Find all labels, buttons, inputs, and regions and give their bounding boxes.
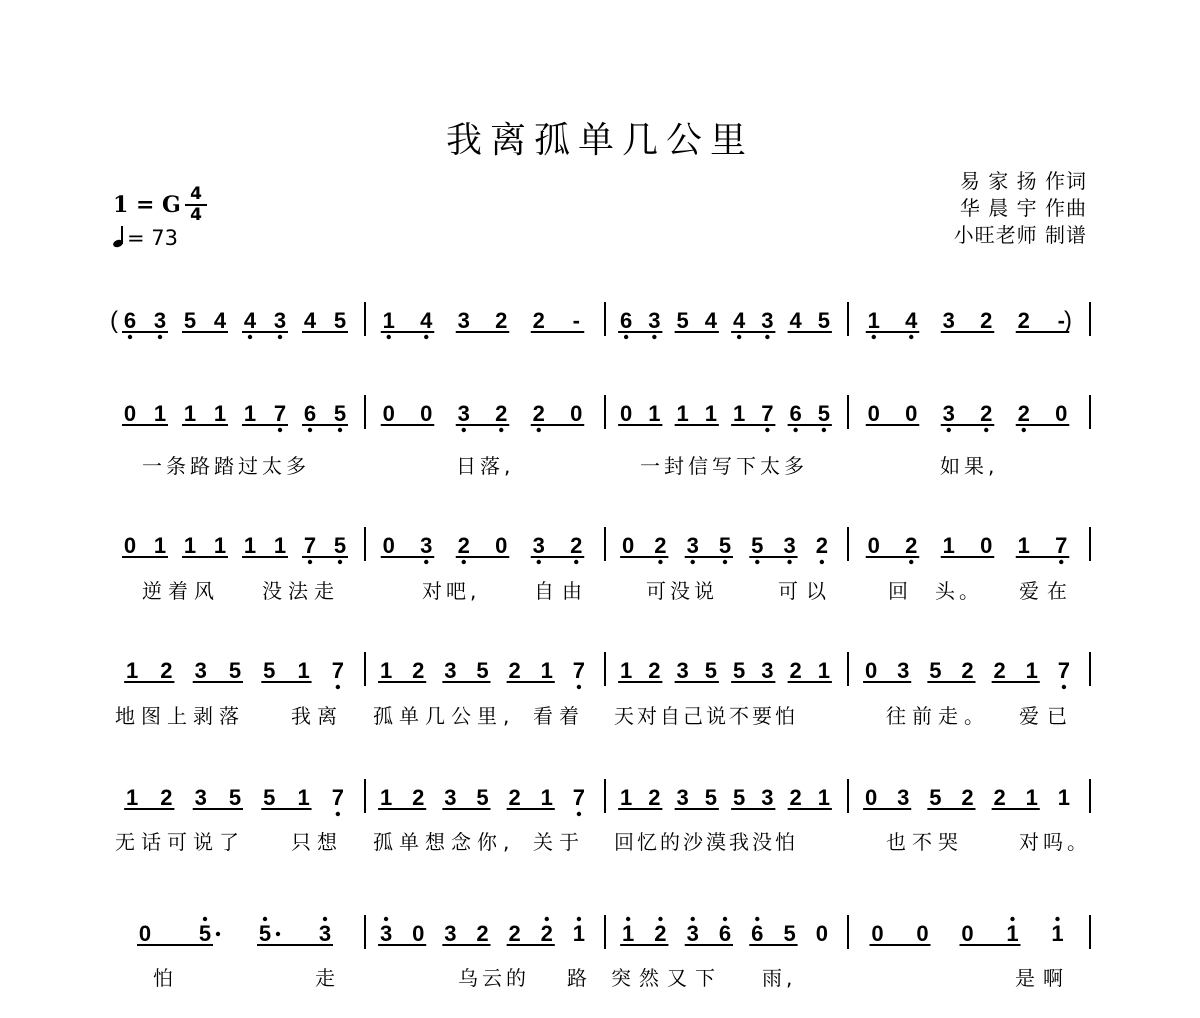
lower-octave-dot <box>820 560 824 564</box>
note-digit: 3 <box>379 921 393 946</box>
note-digit: 5 <box>228 658 242 683</box>
note-digit: 3 <box>761 658 774 683</box>
note-digit: 3 <box>153 308 167 333</box>
note-digit: 7 <box>331 785 344 810</box>
note-digit: 0 <box>123 533 137 558</box>
note-digit: 1 <box>648 401 661 426</box>
note-digit: 2 <box>993 785 1006 810</box>
lower-octave-dot <box>574 560 578 564</box>
lyric-phrase: 关于 <box>533 830 585 854</box>
note-digit: 1 <box>540 658 553 683</box>
note-digit: 5 <box>733 658 746 683</box>
note-digit: 0 <box>864 785 878 810</box>
note-digit: 2 <box>961 658 974 683</box>
lyric-phrase: 回 <box>888 579 912 603</box>
note-digit: 1 <box>126 785 139 810</box>
lyric-phrase: 天对自己说不要怕 <box>614 704 798 728</box>
note-digit: 3 <box>457 308 470 333</box>
note-digit: 3 <box>897 785 910 810</box>
note-digit: 1 <box>704 401 717 426</box>
note-digit: 2 <box>654 533 667 558</box>
upper-octave-dot <box>263 917 267 921</box>
upper-octave-dot <box>203 917 207 921</box>
note-digit: 3 <box>444 785 457 810</box>
note-digit: 2 <box>508 658 521 683</box>
note-digit: 2 <box>160 658 173 683</box>
lower-octave-dot <box>308 428 312 432</box>
note-digit: 7 <box>273 401 287 426</box>
note-digit: 2 <box>789 658 802 683</box>
note-digit: 1 <box>153 533 167 558</box>
lyric-phrase: 逆着风 <box>142 579 220 603</box>
note-digit: 0 <box>382 401 395 426</box>
note-digit: 5 <box>929 785 942 810</box>
lower-octave-dot <box>872 335 876 339</box>
note-digit: 1 <box>733 401 746 426</box>
lyric-phrase: 回忆的沙漠我没怕 <box>614 830 798 854</box>
note-digit: 1 <box>243 401 257 426</box>
note-digit: 0 <box>961 921 974 946</box>
lyric-phrase: 是啊 <box>1015 966 1071 990</box>
lyric-phrase: 路 <box>567 966 591 990</box>
lower-octave-dot <box>338 560 342 564</box>
note-digit: 0 <box>916 921 929 946</box>
lyric-phrase: 怕 <box>153 966 177 990</box>
note-digit: 6 <box>789 401 802 426</box>
note-digit: 1 <box>126 658 139 683</box>
composer-credit: 华 晨 宇 作曲 <box>959 196 1087 220</box>
lower-octave-dot <box>691 560 695 564</box>
note-digit: 2 <box>654 921 667 946</box>
note-digit: 3 <box>676 658 689 683</box>
note-digit: 1 <box>183 533 197 558</box>
note-digit: 5 <box>704 785 717 810</box>
page-title: 我离孤单几公里 <box>445 120 754 161</box>
note-digit: 3 <box>686 921 699 946</box>
upper-octave-dot <box>626 917 630 921</box>
note-digit: 1 <box>620 785 633 810</box>
lyric-phrase: 如果, <box>940 454 999 478</box>
lyric-phrase: 孤单想念你, <box>373 830 516 854</box>
note-digit: 1 <box>183 401 197 426</box>
lower-octave-dot <box>947 428 951 432</box>
note-digit: 0 <box>815 921 828 946</box>
tempo-value: = 73 <box>127 226 178 250</box>
note-digit: 1 <box>1017 533 1030 558</box>
note-digit: 2 <box>495 401 508 426</box>
lyric-phrase: 一条路踏过太多 <box>142 454 310 478</box>
note-digit: 7 <box>761 401 774 426</box>
lower-octave-dot <box>1062 685 1066 689</box>
close-parenthesis: ) <box>1064 307 1072 334</box>
lower-octave-dot <box>278 335 282 339</box>
note-digit: 4 <box>905 308 918 333</box>
note-digit: 1 <box>676 401 689 426</box>
upper-octave-dot <box>384 917 388 921</box>
lower-octave-dot <box>158 335 162 339</box>
note-digit: 1 <box>297 785 310 810</box>
note-digit: 1 <box>297 658 310 683</box>
note-digit: 5 <box>333 401 347 426</box>
note-digit: 2 <box>980 401 993 426</box>
note-digit: 2 <box>993 658 1006 683</box>
note-digit: 1 <box>1057 785 1071 810</box>
note-digit: 2 <box>905 533 918 558</box>
note-digit: 4 <box>243 308 257 333</box>
note-digit: 5 <box>704 658 717 683</box>
lyric-phrase: 地图上剥落 <box>115 704 245 728</box>
note-digit: 1 <box>1051 921 1064 946</box>
note-digit: 0 <box>620 401 633 426</box>
note-digit: 3 <box>897 658 910 683</box>
note-digit: 7 <box>303 533 317 558</box>
note-digit: 5 <box>333 533 347 558</box>
arranger-credit: 小旺老师 制谱 <box>953 223 1087 247</box>
lyric-phrase: 头。 <box>935 579 983 603</box>
note-digit: 3 <box>194 785 207 810</box>
note-digit: 1 <box>213 401 227 426</box>
note-digit: 5 <box>751 533 764 558</box>
note-digit: 1 <box>540 785 553 810</box>
open-parenthesis: ( <box>110 307 118 334</box>
lyric-phrase: 往前走。 <box>886 704 990 728</box>
note-digit: 3 <box>783 533 796 558</box>
note-digit: 5 <box>258 921 272 946</box>
note-digit: 1 <box>622 921 635 946</box>
lower-octave-dot <box>737 335 741 339</box>
time-signature-top: 4 <box>190 184 202 204</box>
note-digit: 5 <box>183 308 197 333</box>
upper-octave-dot <box>1010 917 1014 921</box>
note-digit: 0 <box>864 658 878 683</box>
note-digit: 3 <box>273 308 287 333</box>
lyric-phrase: 一封信写下太多 <box>640 454 808 478</box>
lower-octave-dot <box>499 428 503 432</box>
note-digit: 2 <box>570 533 583 558</box>
note-digit: 3 <box>761 308 774 333</box>
lower-octave-dot <box>909 560 913 564</box>
note-digit: 2 <box>457 533 470 558</box>
note-digit: - <box>1057 308 1065 333</box>
lyric-phrase: 孤单几公里, <box>373 704 516 728</box>
lower-octave-dot <box>1059 560 1063 564</box>
lower-octave-dot <box>336 812 340 816</box>
lower-octave-dot <box>723 560 727 564</box>
note-digit: 6 <box>123 308 137 333</box>
note-digit: 7 <box>331 658 344 683</box>
note-digit: 5 <box>263 658 276 683</box>
lower-octave-dot <box>984 428 988 432</box>
note-digit: 3 <box>648 308 661 333</box>
lyric-phrase: 无话可说了 <box>115 830 245 854</box>
note-digit: 4 <box>420 308 433 333</box>
note-digit: 3 <box>686 533 699 558</box>
lower-octave-dot <box>793 428 797 432</box>
note-digit: 1 <box>379 785 393 810</box>
lower-octave-dot <box>787 560 791 564</box>
lower-octave-dot <box>338 428 342 432</box>
note-digit: 3 <box>942 308 955 333</box>
lyrics-row-5 <box>0 826 1200 856</box>
lower-octave-dot <box>278 428 282 432</box>
note-digit: 2 <box>815 533 828 558</box>
note-digit: 4 <box>213 308 227 333</box>
note-digit: 1 <box>273 533 287 558</box>
note-digit: 0 <box>412 921 425 946</box>
note-digit: 5 <box>929 658 942 683</box>
lower-octave-dot <box>308 560 312 564</box>
lower-octave-dot <box>462 560 466 564</box>
note-digit: 6 <box>620 308 633 333</box>
note-digit: 2 <box>508 785 521 810</box>
lyrics-row-3 <box>0 575 1200 605</box>
lyric-phrase: 爱在 <box>1019 579 1075 603</box>
lower-octave-dot <box>128 335 132 339</box>
lower-octave-dot <box>765 335 769 339</box>
note-digit: 7 <box>1057 658 1071 683</box>
note-digit: 2 <box>476 921 489 946</box>
upper-octave-dot <box>545 917 549 921</box>
note-digit: 4 <box>733 308 746 333</box>
note-digit: 1 <box>817 785 830 810</box>
note-digit: 5 <box>733 785 746 810</box>
note-digit: 1 <box>620 658 633 683</box>
lower-octave-dot <box>537 560 541 564</box>
note-digit: 2 <box>789 785 802 810</box>
note-digit: 5 <box>817 308 830 333</box>
lyric-phrase: 看着 <box>533 704 585 728</box>
upper-octave-dot <box>691 917 695 921</box>
lyrics-row-4 <box>0 700 1200 730</box>
note-digit: 2 <box>1017 308 1030 333</box>
lyric-phrase: 也不哭 <box>886 830 964 854</box>
lyrics-row-6 <box>0 962 1200 992</box>
lower-octave-dot <box>387 335 391 339</box>
augmentation-dot <box>216 932 220 936</box>
note-digit: 2 <box>1017 401 1030 426</box>
upper-octave-dot <box>658 917 662 921</box>
note-digit: 5 <box>476 785 489 810</box>
note-digit: 3 <box>532 533 545 558</box>
note-digit: 0 <box>570 401 583 426</box>
note-digit: 1 <box>817 658 830 683</box>
note-digit: 4 <box>789 308 802 333</box>
lyricist-credit: 易 家 扬 作词 <box>959 169 1087 193</box>
time-signature-bottom: 4 <box>190 205 202 225</box>
lyric-phrase: 雨, <box>762 966 797 990</box>
note-digit: 1 <box>1025 785 1038 810</box>
note-digit: 2 <box>508 921 521 946</box>
lower-octave-dot <box>1022 428 1026 432</box>
note-digit: 2 <box>648 658 661 683</box>
note-digit: 1 <box>243 533 257 558</box>
upper-octave-dot <box>755 917 759 921</box>
lower-octave-dot <box>248 335 252 339</box>
note-digit: 2 <box>648 785 661 810</box>
note-digit: 1 <box>942 533 955 558</box>
upper-octave-dot <box>323 917 327 921</box>
note-digit: 5 <box>263 785 276 810</box>
lower-octave-dot <box>537 428 541 432</box>
lower-octave-dot <box>336 685 340 689</box>
note-digit: 3 <box>444 921 457 946</box>
note-digit: 5 <box>333 308 347 333</box>
note-digit: 3 <box>318 921 332 946</box>
upper-octave-dot <box>577 917 581 921</box>
lyric-phrase: 只想 <box>291 830 343 854</box>
note-digit: 0 <box>622 533 635 558</box>
note-digit: 2 <box>980 308 993 333</box>
lower-octave-dot <box>577 685 581 689</box>
lower-octave-dot <box>424 560 428 564</box>
note-digit: 3 <box>942 401 955 426</box>
lyric-phrase: 我离 <box>291 704 343 728</box>
upper-octave-dot <box>723 917 727 921</box>
augmentation-dot <box>276 932 280 936</box>
note-digit: 4 <box>303 308 317 333</box>
note-digit: 2 <box>160 785 173 810</box>
note-digit: 0 <box>871 921 884 946</box>
note-digit: 1 <box>1006 921 1019 946</box>
lyric-phrase: 可没说 <box>646 579 718 603</box>
lyric-phrase: 爱已 <box>1019 704 1075 728</box>
lyric-phrase: 可以 <box>778 579 834 603</box>
note-digit: 0 <box>420 401 433 426</box>
lyric-phrase: 对吗。 <box>1019 830 1091 854</box>
lower-octave-dot <box>822 428 826 432</box>
lyric-phrase: 日落, <box>456 454 515 478</box>
lower-octave-dot <box>658 560 662 564</box>
note-digit: 5 <box>718 533 732 558</box>
note-digit: 1 <box>382 308 395 333</box>
lyric-phrase: 走 <box>315 966 339 990</box>
lower-octave-dot <box>765 428 769 432</box>
note-digit: 7 <box>572 785 586 810</box>
note-digit: 5 <box>676 308 689 333</box>
lyric-phrase: 突然又下 <box>611 966 723 990</box>
note-digit: 5 <box>198 921 212 946</box>
lyric-phrase: 没法走 <box>262 579 340 603</box>
note-digit: 1 <box>1025 658 1038 683</box>
note-digit: 3 <box>194 658 207 683</box>
note-digit: 0 <box>138 921 152 946</box>
note-digit: 1 <box>213 533 227 558</box>
note-digit: 3 <box>420 533 433 558</box>
note-digit: 2 <box>532 401 545 426</box>
note-digit: 5 <box>476 658 489 683</box>
note-digit: 5 <box>817 401 830 426</box>
lower-octave-dot <box>755 560 759 564</box>
key-signature: 1 = G <box>113 192 181 218</box>
lower-octave-dot <box>652 335 656 339</box>
note-digit: 6 <box>751 921 764 946</box>
note-digit: - <box>572 308 580 333</box>
note-digit: 4 <box>704 308 717 333</box>
note-digit: 5 <box>228 785 242 810</box>
note-digit: 2 <box>412 785 425 810</box>
note-digit: 7 <box>572 658 586 683</box>
note-digit: 0 <box>1055 401 1068 426</box>
note-digit: 5 <box>783 921 796 946</box>
lower-octave-dot <box>909 335 913 339</box>
note-digit: 0 <box>495 533 508 558</box>
note-digit: 1 <box>379 658 393 683</box>
note-digit: 7 <box>1055 533 1068 558</box>
note-digit: 0 <box>980 533 993 558</box>
lyric-phrase: 乌云的 <box>458 966 530 990</box>
note-digit: 1 <box>153 401 167 426</box>
note-digit: 0 <box>382 533 395 558</box>
lower-octave-dot <box>462 428 466 432</box>
note-digit: 0 <box>867 533 880 558</box>
note-digit: 0 <box>905 401 918 426</box>
note-digit: 6 <box>718 921 732 946</box>
note-digit: 2 <box>495 308 508 333</box>
note-digit: 0 <box>867 401 880 426</box>
note-digit: 3 <box>676 785 689 810</box>
note-digit: 3 <box>444 658 457 683</box>
note-digit: 2 <box>412 658 425 683</box>
note-digit: 2 <box>961 785 974 810</box>
note-digit: 1 <box>572 921 586 946</box>
note-digit: 2 <box>540 921 553 946</box>
note-digit: 0 <box>123 401 137 426</box>
note-digit: 2 <box>532 308 545 333</box>
lyric-phrase: 自由 <box>534 579 590 603</box>
note-digit: 3 <box>761 785 774 810</box>
lower-octave-dot <box>577 812 581 816</box>
lyric-phrase: 对吧, <box>422 579 481 603</box>
note-digit: 3 <box>457 401 470 426</box>
lyrics-row-2 <box>0 450 1200 480</box>
upper-octave-dot <box>1055 917 1059 921</box>
note-digit: 1 <box>867 308 880 333</box>
lower-octave-dot <box>424 335 428 339</box>
lower-octave-dot <box>624 335 628 339</box>
note-digit: 6 <box>303 401 317 426</box>
